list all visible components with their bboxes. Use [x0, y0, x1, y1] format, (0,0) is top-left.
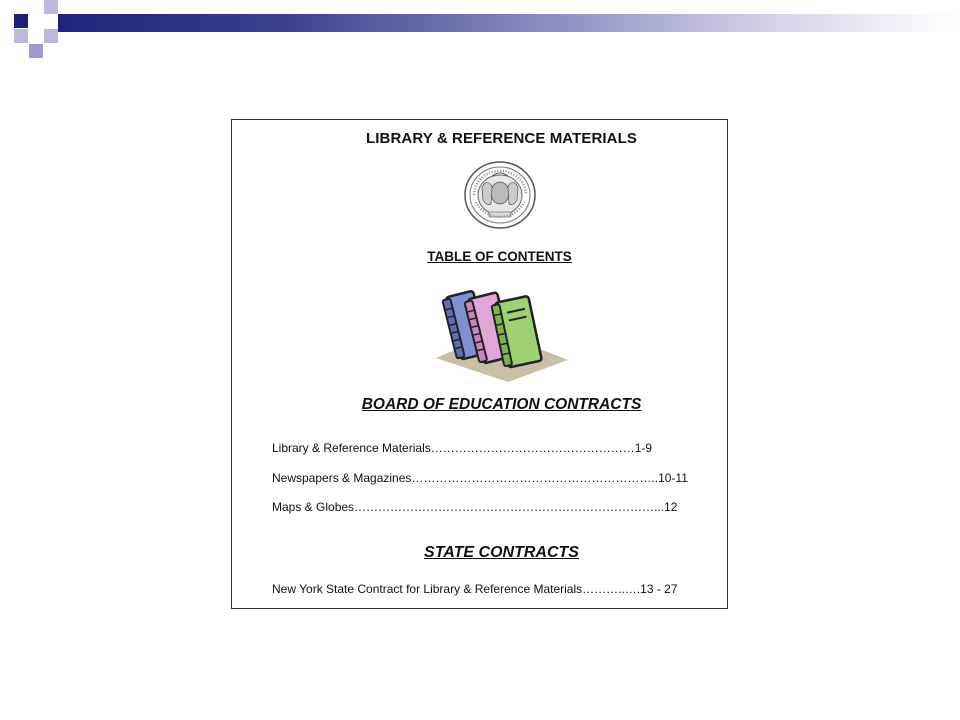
header-gradient-bar [58, 14, 960, 32]
table-of-contents-heading: TABLE OF CONTENTS [427, 249, 572, 264]
header-square-lavender [44, 0, 58, 14]
header-square-mid [29, 44, 43, 58]
toc-entry: Library & Reference Materials……………………………………………1-9 [272, 441, 653, 455]
document-title: LIBRARY & REFERENCE MATERIALS [366, 130, 637, 147]
header-square-lavender [44, 29, 58, 43]
document-page [231, 119, 728, 609]
toc-entry: Newspapers & Magazines……………………………………………………..10-11 [272, 471, 688, 485]
header-square-lavender [14, 29, 28, 43]
toc-entry: Maps & Globes…………………………………………………………………...12 [272, 500, 678, 514]
city-seal-icon [462, 160, 538, 230]
header-square-navy [14, 14, 28, 28]
books-icon [432, 278, 572, 382]
state-contracts-heading: STATE CONTRACTS [424, 544, 579, 561]
board-of-education-heading: BOARD OF EDUCATION CONTRACTS [361, 396, 642, 413]
toc-entry: New York State Contract for Library & Reference Materials………..….13 - 27 [272, 582, 678, 596]
